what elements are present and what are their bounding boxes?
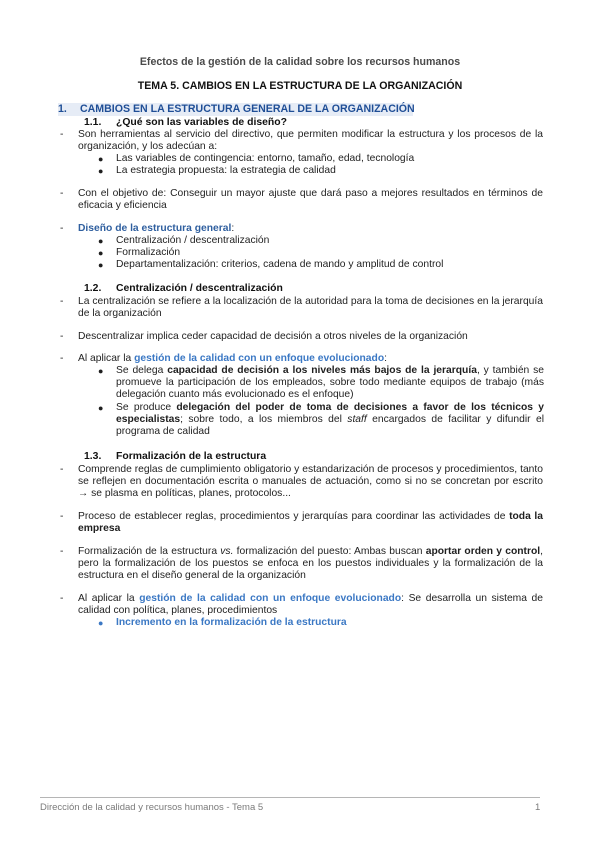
paragraph-quality-system	[78, 593, 543, 617]
dash-marker: -	[60, 188, 64, 199]
bold-text: delegación del poder de toma de decisiones a favor de los técnicos y especialistas	[116, 402, 544, 426]
paragraph-design-label	[78, 223, 543, 235]
list-item-text: Departamentalización: criterios, cadena de mando y amplitud de control	[116, 259, 444, 270]
dash-marker: -	[60, 511, 64, 522]
paragraph-centralization: La centralización se refiere a la localización de la autoridad para la toma de decisiones en la jerarquía de la organización	[78, 296, 543, 320]
italic-text: vs.	[220, 546, 234, 557]
subsection-number: 1.3.	[84, 451, 102, 462]
italic-text: staff	[347, 414, 367, 426]
dash-marker: -	[60, 353, 64, 364]
list-item-text: Formalización	[116, 247, 181, 258]
paragraph-quality-application	[78, 353, 543, 365]
bold-text: capacidad de decisión a los niveles más bajos de la jerarquía	[167, 365, 477, 376]
dash-marker: -	[60, 464, 64, 475]
text-pre: Al aplicar la	[78, 593, 140, 604]
design-label-colon: :	[231, 223, 235, 234]
dash-marker: -	[60, 296, 64, 307]
text-post: : Se desarrolla un sistema de calidad con política, planes, procedimientos	[78, 593, 544, 617]
page-number: 1	[535, 802, 541, 813]
dash-marker: -	[60, 129, 64, 140]
paragraph-formalization-rules: Comprende reglas de cumplimiento obligatorio y estandarización de procesos y procedimientos, tanto se reflejen en documentación escrita o manuales de actuación, como si no se concretan por escrito → se plasma en políticas, planes, protocolos...	[78, 464, 543, 500]
list-item-text: Las variables de contingencia: entorno, tamaño, edad, tecnología	[116, 153, 415, 164]
text-pre: Se delega	[116, 365, 168, 376]
text-pre: Se produce	[116, 402, 177, 413]
text-pre: Al aplicar la	[78, 353, 135, 364]
dash-marker: -	[60, 546, 64, 557]
paragraph-objective: Con el objetivo de: Conseguir un mayor ajuste que dará paso a mejores resultados en términos de eficacia y eficiencia	[78, 188, 543, 212]
bold-text: toda la empresa	[78, 511, 544, 535]
text-post: encargados de facilitar y difundir el programa de calidad	[116, 414, 544, 438]
bullet-icon: ●	[98, 248, 104, 258]
text-post: :	[384, 353, 387, 364]
bullet-icon: ●	[98, 618, 104, 628]
text-mid: ; sobre todo, a los miembros del	[180, 414, 348, 426]
highlight-text: gestión de la calidad con un enfoque evolucionado	[139, 593, 402, 604]
subsection-number: 1.2.	[84, 283, 102, 294]
dash-marker: -	[60, 331, 64, 342]
bullet-icon: ●	[98, 236, 104, 246]
dash-marker: -	[60, 223, 64, 234]
text-mid: formalización del puesto: Ambas buscan	[233, 546, 426, 557]
highlight-text: gestión de la calidad con un enfoque evolucionado	[134, 353, 385, 364]
paragraph-decentralization: Descentralizar implica ceder capacidad de decisión a otros niveles de la organización	[78, 331, 468, 342]
subsection-title: Centralización / descentralización	[116, 283, 283, 294]
bullet-icon: ●	[98, 154, 104, 164]
section-number: 1.	[58, 103, 67, 115]
paragraph-process	[78, 511, 543, 535]
subsection-number: 1.1.	[84, 117, 102, 128]
list-item-delegation	[116, 365, 544, 402]
dash-marker: -	[60, 593, 64, 604]
list-item-text: Centralización / descentralización	[116, 235, 270, 246]
design-label-text: Diseño de la estructura general	[78, 223, 232, 234]
paragraph-variables-definition: Son herramientas al servicio del directivo, que permiten modificar la estructura y los procesos de la organización, y los adecúan a:	[78, 129, 543, 153]
list-item-text: Incremento en la formalización de la estructura	[116, 617, 347, 628]
list-item-text: La estrategia propuesta: la estrategia de calidad	[116, 165, 336, 176]
text-pre: Formalización de la estructura	[78, 546, 221, 557]
text-post: , y también se promueve la participación de los empleados, sobre todo mediante equipos de trabajo (más delegación cuanto más evolucionado es el enfoque)	[116, 365, 544, 401]
list-item-technicians	[116, 402, 544, 439]
section-heading-1	[58, 103, 413, 116]
footer-text: Dirección de la calidad y recursos humanos - Tema 5	[40, 802, 264, 813]
paragraph-structure-vs-job	[78, 546, 543, 583]
bullet-icon: ●	[98, 166, 104, 176]
bullet-icon: ●	[98, 260, 104, 270]
bold-text: aportar orden y control	[425, 546, 541, 557]
text-pre: Proceso de establecer reglas, procedimientos y jerarquías para coordinar las actividades de	[78, 511, 510, 522]
subsection-title: ¿Qué son las variables de diseño?	[116, 117, 287, 128]
document-page: Efectos de la gestión de la calidad sobre los recursos humanos TEMA 5. CAMBIOS EN LA ESTRUCTURA DE LA ORGANIZACIÓN 1. CAMBIOS EN LA ESTRUCTURA GENERAL DE LA ORGANIZACIÓN 1.1. ¿Qué son las variables de diseño? - Son herramientas al servicio del directivo, que permiten modificar la estructura y los procesos de la organización, y los adecúan a: ● Las variables de contingencia: entorno, tamaño, edad, tecnología ● La estrategia propuesta: la estrategia de calidad - Con el objetivo de: Conseguir un mayor ajuste que dará paso a mejores resultados en términos de eficacia y eficiencia - Diseño de la estructura general: ● Centralización / descentralización ● Formalización ● Departamentalización: criterios, cadena de mando y amplitud de control 1.2. Centralización / descentralización - La centralización se refiere a la localización de la autoridad para la toma de decisiones en la jerarquía de la organización - Descentralizar implica ceder capacidad de decisión a otros niveles de la organización - Al aplicar la gestión de la calidad con un enfoque evolucionado: ● Se delega capacidad de decisión a los niveles más bajos de la jerarquía, y también se promueve la participación de los empleados, sobre todo mediante equipos de trabajo (más delegación cuanto más evolucionado es el enfoque) ● Se produce delegación del poder de toma de decisiones a favor de los técnicos y especialistas; sobre todo, a los miembros del staff encargados de facilitar y difundir el programa de calidad 1.3. Formalización de la estructura - Comprende reglas de cumplimiento obligatorio y estandarización de procesos y procedimientos, tanto se reflejen en documentación escrita o manuales de actuación, como si no se concretan por escrito → se plasma en políticas, planes, protocolos... - Proceso de establecer reglas, procedimientos y jerarquías para coordinar las actividades de toda la empresa - Formalización de la estructura vs. formalización del puesto: Ambas buscan aportar orden y control, pero la formalización de los puestos se enfoca en los puestos individuales y la formalización de la estructura en el diseño general de la organización - Al aplicar la gestión de la calidad con un enfoque evolucionado: Se desarrolla un sistema de calidad con política, planes, procedimientos ● Incremento en la formalización de la estructura Dirección de la calidad y recursos humanos - Tema 5 1	[0, 0, 600, 848]
tema-title: TEMA 5. CAMBIOS EN LA ESTRUCTURA DE LA ORGANIZACIÓN	[137, 80, 463, 92]
document-title: Efectos de la gestión de la calidad sobre los recursos humanos	[139, 56, 461, 68]
text-post: , pero la formalización de los puestos se enfoca en los puestos individuales y la formalización de la estructura en el diseño general de la organización	[78, 546, 543, 582]
footer-divider	[40, 797, 540, 798]
section-title: CAMBIOS EN LA ESTRUCTURA GENERAL DE LA ORGANIZACIÓN	[80, 103, 415, 115]
subsection-title: Formalización de la estructura	[116, 451, 267, 462]
